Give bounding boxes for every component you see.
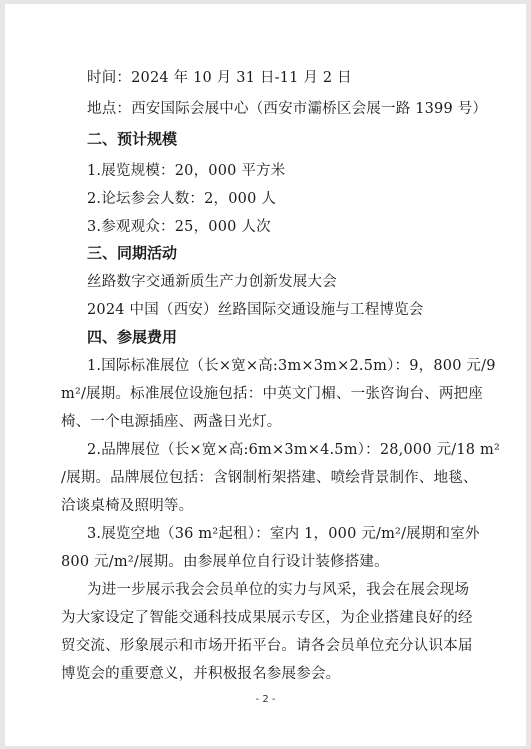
event-location: 地点：西安国际会展中心（西安市灞桥区会展一路 1399 号）: [87, 101, 488, 117]
scale-item: 2.论坛参会人数：2，000 人: [87, 191, 277, 207]
event-item: 丝路数字交通新质生产力创新发展大会: [87, 274, 337, 290]
event-time: 时间：2024 年 10 月 31 日-11 月 2 日: [87, 70, 352, 86]
fee-line: /展期。品牌展位包括：含钢制桁架搭建、喷绘背景制作、地毯、: [61, 470, 478, 486]
closing-line: 为大家设定了智能交通科技成果展示专区，为企业搭建良好的经: [61, 610, 473, 626]
fee-line: 3.展览空地（36 m²起租）：室内 1，000 元/m²/展期和室外: [87, 526, 480, 542]
document-page: [5, 4, 526, 746]
fee-line: 椅、一个电源插座、两盏日光灯。: [61, 414, 282, 430]
fee-line: m²/展期。标准展位设施包括：中英文门楣、一张咨询台、两把座: [61, 386, 483, 402]
scale-item: 1.展览规模：20，000 平方米: [87, 163, 286, 179]
section-heading-fees: 四、参展费用: [87, 328, 178, 346]
section-heading-scale: 二、预计规模: [87, 130, 178, 148]
closing-line: 为进一步展示我会会员单位的实力与风采，我会在展会现场: [87, 582, 470, 598]
fee-line: 2.品牌展位（长×宽×高:6m×3m×4.5m）：28,000 元/18 m²: [87, 442, 500, 458]
scale-item: 3.参观观众：25，000 人次: [87, 219, 271, 235]
fee-line: 800 元/m²/展期。由参展单位自行设计装修搭建。: [61, 554, 389, 570]
fee-line: 洽谈桌椅及照明等。: [61, 498, 194, 514]
closing-line: 贸交流、形象展示和市场开拓平台。请各会员单位充分认识本届: [61, 638, 473, 654]
closing-line: 博览会的重要意义，并积极报名参展参会。: [61, 666, 341, 682]
page-number: - 2 -: [255, 694, 276, 705]
event-item: 2024 中国（西安）丝路国际交通设施与工程博览会: [87, 302, 424, 318]
fee-line: 1.国际标准展位（长×宽×高:3m×3m×2.5m）：9，800 元/9: [87, 358, 496, 374]
section-heading-events: 三、同期活动: [87, 244, 178, 262]
